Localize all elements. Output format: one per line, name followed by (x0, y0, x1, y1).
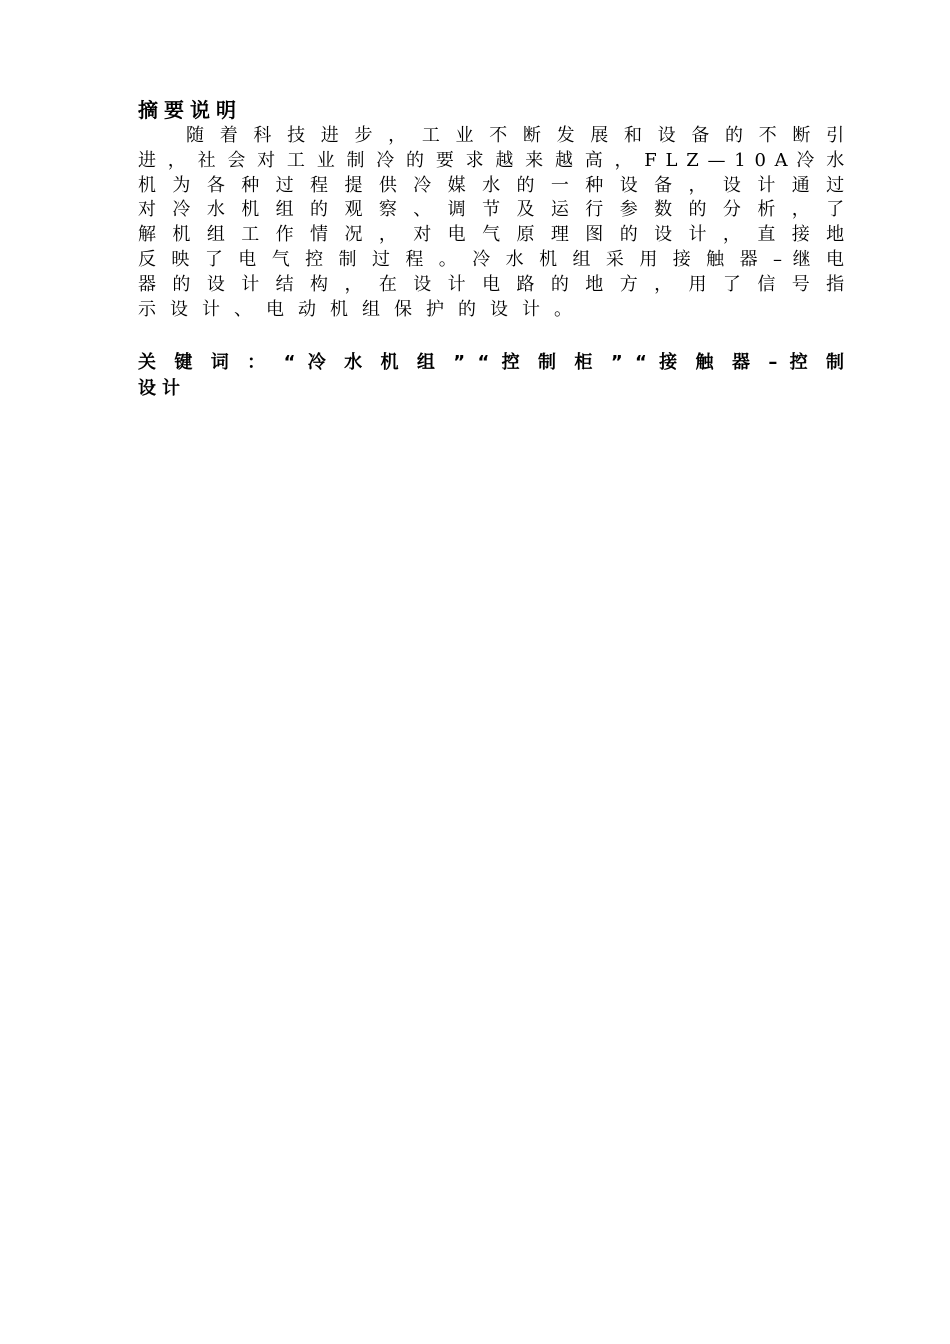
abstract-body (138, 124, 844, 322)
abstract-line: 示设计、电动机组保护的设计。 (138, 298, 586, 320)
abstract-line: 对 冷 水 机 组 的 观 察 、 调 节 及 运 行 参 数 的 分 析 ， 了 (138, 199, 844, 221)
abstract-line: 机 为 各 种 过 程 提 供 冷 媒 水 的 一 种 设 备 ， 设 计 通 过 (138, 174, 844, 196)
abstract-line: 器 的 设 计 结 构 ， 在 设 计 电 路 的 地 方 ， 用 了 信 号 指 (138, 273, 844, 295)
keywords-line: 设计 (138, 378, 186, 400)
keywords-line: 关 键 词 ： “ 冷 水 机 组 ” “ 控 制 柜 ” “ 接 触 器 – 控 制 (138, 352, 844, 374)
abstract-line: 反 映 了 电 气 控 制 过 程 。 冷 水 机 组 采 用 接 触 器 – 继 电 (138, 248, 844, 270)
abstract-line: 随 着 科 技 进 步 ， 工 业 不 断 发 展 和 设 备 的 不 断 引 (186, 125, 844, 146)
document-content (138, 96, 844, 402)
abstract-line: 进 ， 社 会 对 工 业 制 冷 的 要 求 越 来 越 高 ， F L Z — 1 0 A 冷 水 (138, 149, 844, 171)
keywords (138, 350, 844, 402)
abstract-title: 摘要说明 (138, 98, 242, 122)
abstract-line: 解 机 组 工 作 情 况 ， 对 电 气 原 理 图 的 设 计 ， 直 接 地 (138, 224, 844, 246)
